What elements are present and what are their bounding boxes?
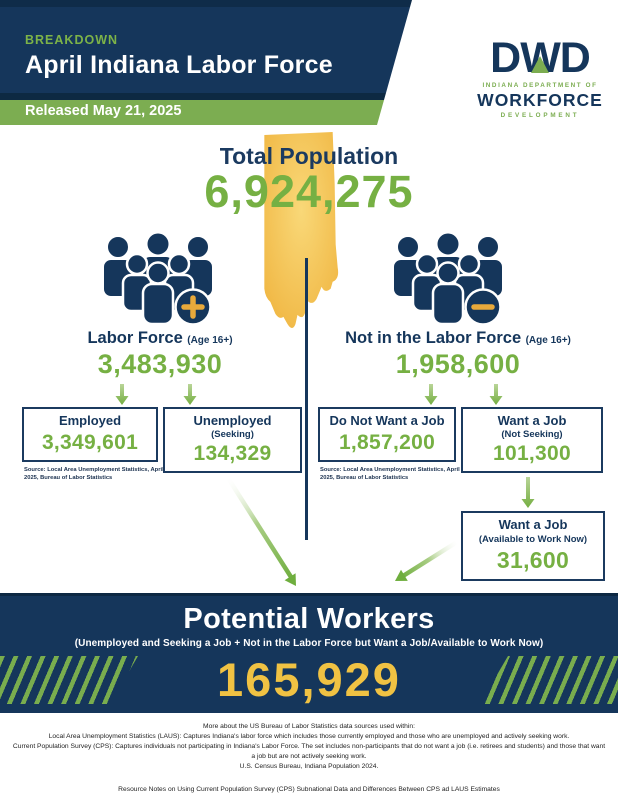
employed-title: Employed xyxy=(58,413,122,429)
center-divider-line xyxy=(305,258,308,540)
footer-line-4: U.S. Census Bureau, Indiana Population 2024. xyxy=(239,763,379,771)
arrow-to-unemployed-icon xyxy=(184,384,197,405)
want-job-available-title: Want a Job xyxy=(498,517,568,533)
arrow-to-do-not-want-icon xyxy=(425,384,438,405)
want-job-not-seeking-value: 101,300 xyxy=(492,442,571,466)
dwd-logo-dept-line: INDIANA DEPARTMENT OF xyxy=(482,82,598,89)
footer-notes xyxy=(11,722,607,772)
footer-line-1: More about the US Bureau of Labor Statistics data sources used within: xyxy=(203,723,415,730)
dwd-logo-development: DEVELOPMENT xyxy=(500,112,580,119)
unemployed-title: Unemployed xyxy=(193,412,272,428)
not-in-labor-force-name: Not in the Labor Force xyxy=(345,329,522,347)
total-population-value: 6,924,275 xyxy=(204,166,414,217)
footer-line-2: Local Area Unemployment Statistics (LAUS): Captures Indiana's labor force which includes those currently employed and those who are unemployed and actively seeking work. xyxy=(48,733,570,741)
potential-workers-band xyxy=(0,593,618,713)
arrow-to-employed-icon xyxy=(116,384,129,405)
footer-line-3: Current Population Survey (CPS): Captures individuals not participating in Indiana's Labor Force. The set includes non-participants that do not want a job (i.e. retirees and students) and those that want a job but are not actively seeking work. xyxy=(12,743,606,761)
dwd-logo-workforce: WORKFORCE xyxy=(477,90,603,110)
arrow-to-want-not-seeking-icon xyxy=(490,384,503,405)
not-in-labor-force-label xyxy=(318,329,598,348)
want-job-not-seeking-subtitle: (Not Seeking) xyxy=(501,429,563,441)
potential-workers-value: 165,929 xyxy=(217,653,401,706)
potential-workers-subtitle: (Unemployed and Seeking a Job + Not in the Labor Force but Want a Job/Available to Work Now) xyxy=(74,638,544,649)
want-job-available-subtitle: (Available to Work Now) xyxy=(478,533,588,545)
arrow-available-to-potential-icon xyxy=(403,542,457,576)
arrow-unemployed-to-potential-icon xyxy=(228,478,291,577)
unemployed-value: 134,329 xyxy=(193,442,272,466)
labor-force-age: (Age 16+) xyxy=(187,335,233,346)
do-not-want-job-box xyxy=(318,407,456,462)
want-job-not-seeking-box xyxy=(461,407,603,473)
labor-force-name: Labor Force xyxy=(87,329,183,347)
resource-notes-line: Resource Notes on Using Current Population Survey (CPS) Subnational Data and Differences Between CPS ad LAUS Estimates xyxy=(118,786,500,794)
not-in-labor-force-value: 1,958,600 xyxy=(395,349,521,379)
release-date-label: Released May 21, 2025 xyxy=(25,103,182,119)
not-in-labor-force-source-note: Source: Local Area Unemployment Statistics, April 2025, Bureau of Labor Statistics xyxy=(320,467,460,482)
labor-force-value: 3,483,930 xyxy=(97,349,223,379)
labor-force-label xyxy=(20,329,300,348)
potential-workers-title: Potential Workers xyxy=(183,603,435,635)
total-population-label: Total Population xyxy=(219,143,399,169)
dwd-logo xyxy=(472,36,608,119)
labor-force-source-note: Source: Local Area Unemployment Statistics, April 2025, Bureau of Labor Statistics xyxy=(24,467,164,482)
want-job-available-value: 31,600 xyxy=(496,546,570,573)
dwd-logo-triangle-icon xyxy=(531,56,549,73)
employed-box xyxy=(22,407,158,462)
unemployed-box xyxy=(163,407,302,473)
unemployed-subtitle: (Seeking) xyxy=(211,429,254,441)
kicker-label: BREAKDOWN xyxy=(25,33,119,47)
do-not-want-job-value: 1,857,200 xyxy=(338,430,436,454)
footer xyxy=(0,713,618,793)
do-not-want-job-title: Do Not Want a Job xyxy=(329,413,445,429)
want-job-not-seeking-title: Want a Job xyxy=(497,412,567,428)
header-text-block xyxy=(25,33,333,80)
want-job-available-box xyxy=(461,511,605,581)
page-title: April Indiana Labor Force xyxy=(25,51,333,79)
labor-force-people-group-icon xyxy=(90,228,230,332)
arrow-unemployed-to-potential-head-icon xyxy=(285,573,302,589)
dwd-logo-acronym xyxy=(490,36,590,80)
dwd-logo-text: DWD xyxy=(490,34,590,82)
arrow-to-want-available-icon xyxy=(522,477,535,508)
employed-value: 3,349,601 xyxy=(41,430,139,454)
arrow-available-to-potential-head-icon xyxy=(392,570,408,587)
not-in-labor-force-age: (Age 16+) xyxy=(525,335,571,346)
not-in-labor-force-people-group-icon xyxy=(380,228,520,332)
